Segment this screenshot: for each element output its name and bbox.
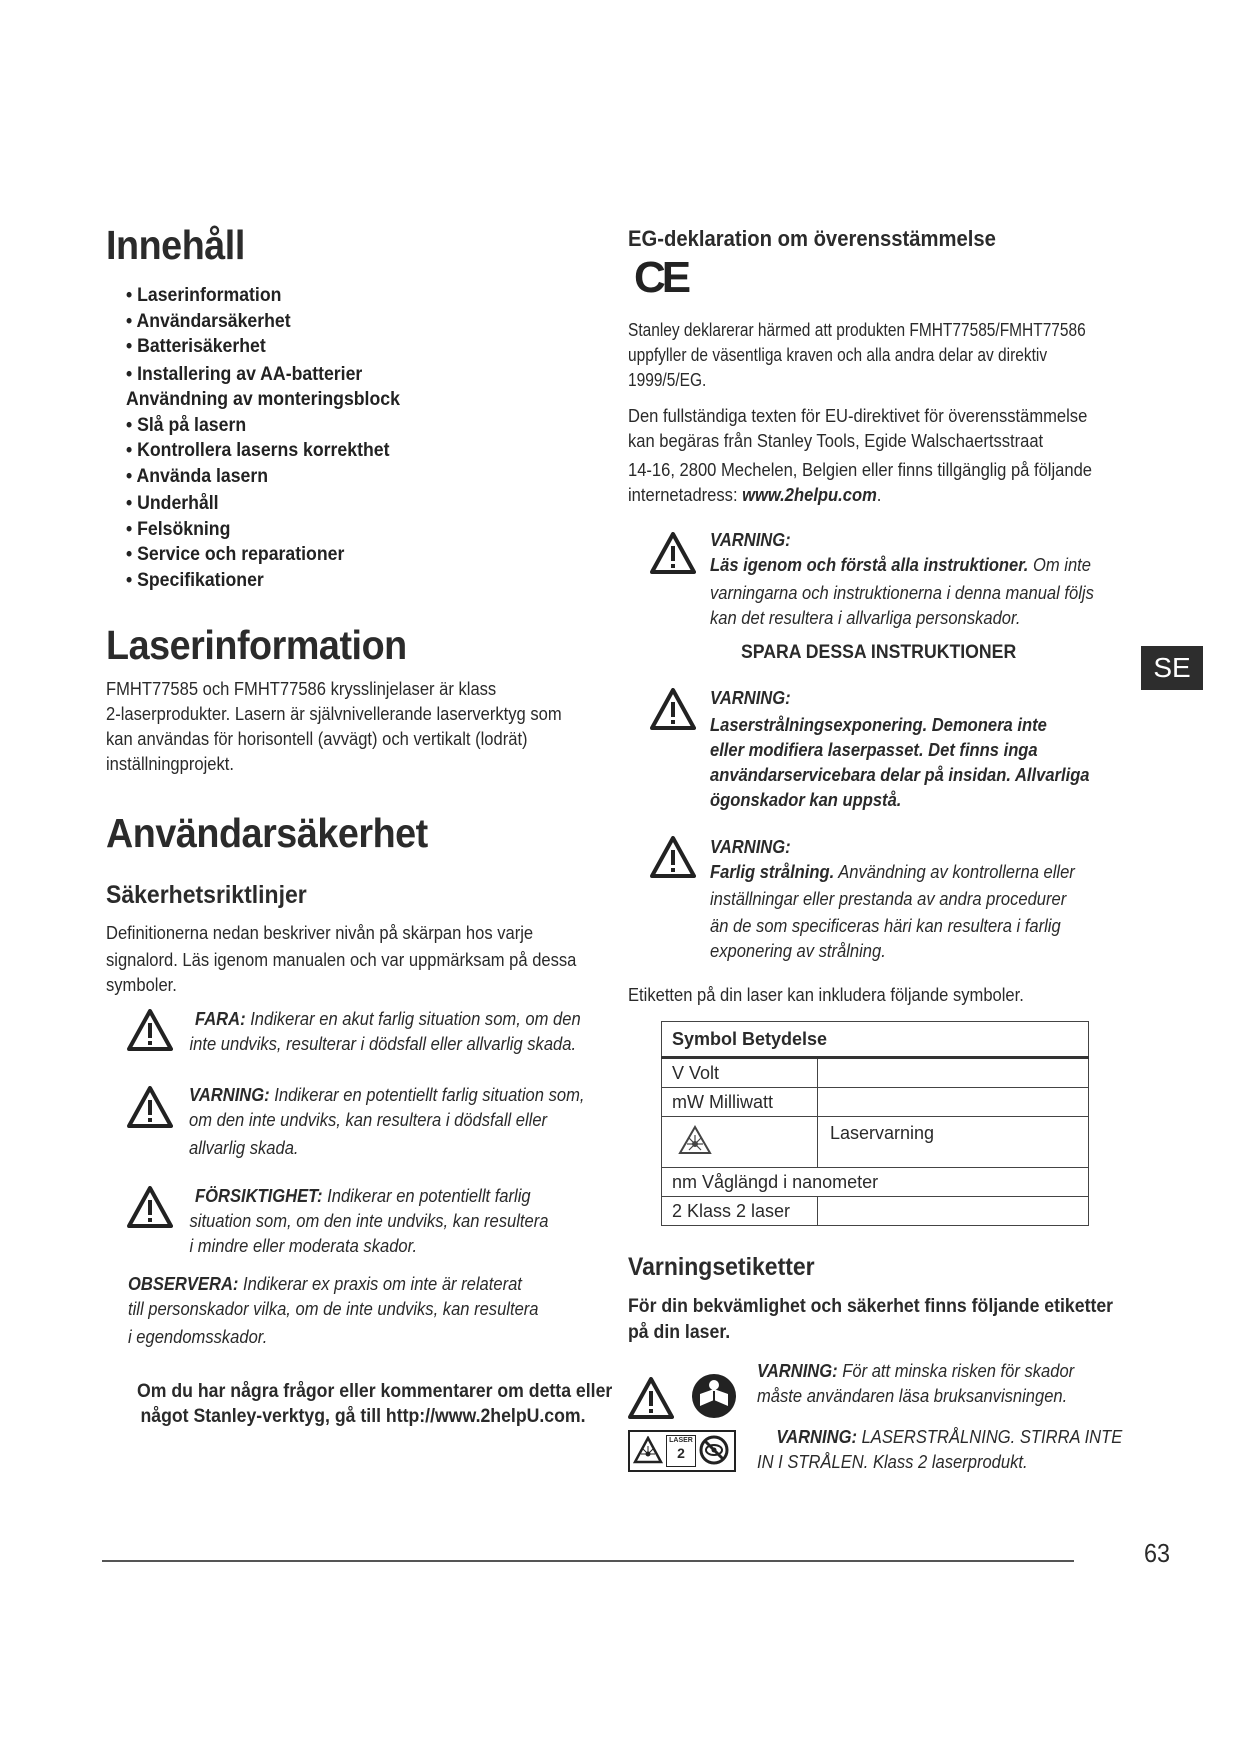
warning-instructions [710,528,1094,631]
language-tab: SE [1141,646,1203,690]
fara-text: inte undviks, resulterar i dödsfall eller allvarlig skada. [189,1034,577,1054]
table-row [662,1088,1089,1117]
declaration-text [628,318,1160,393]
warning-triangle-icon [650,688,696,730]
forsiktighet-label: FÖRSIKTIGHET: [195,1186,323,1206]
table-cell: 2 Klass 2 laser [662,1197,818,1226]
guidelines-text [106,921,617,998]
warning-text: ögonskador kan uppstå. [710,790,902,810]
warning-title: VARNING: [757,1361,838,1381]
laserinfo-line: inställningprojekt. [106,754,234,774]
laserinfo-line: FMHT77585 och FMHT77586 krysslinjelaser är klass [106,679,497,699]
warning-title: VARNING: [710,688,791,708]
labels-intro-text: på din laser. [628,1322,731,1343]
warning-triangle-icon [127,1086,173,1128]
laserinfo-text [106,677,601,777]
warning-text: Om inte [1028,555,1091,575]
table-of-contents [126,283,586,593]
full-text-line: 14-16, 2800 Mechelen, Belgien eller finns tillgänglig på följande [628,460,1092,480]
read-manual-icon [690,1372,738,1420]
warning-bold-text: Farlig strålning. [710,862,835,882]
toc-item: • Batterisäkerhet [126,336,266,357]
save-instructions: SPARA DESSA INSTRUKTIONER [741,642,1017,663]
forsiktighet-text: situation som, om den inte undviks, kan resultera [189,1211,549,1231]
table-row [662,1168,1089,1197]
table-cell [818,1088,1089,1117]
table-cell [662,1117,818,1168]
labels-intro-text: För din bekvämlighet och säkerhet finns följande etiketter [628,1296,1114,1317]
toc-item: • Använda lasern [126,465,269,487]
laser-hazard-icon [633,1436,663,1464]
warning-text: exponering av strålning. [710,941,886,961]
laserinfo-title: Laserinformation [106,622,407,668]
varning-text: allvarlig skada. [189,1138,299,1158]
table-row [662,1058,1089,1088]
label-read-manual [757,1359,1074,1409]
forsiktighet-definition [189,1184,549,1259]
toc-item: • Installering av AA-batterier [126,363,363,385]
toc-item: • Användarsäkerhet [126,310,291,332]
questions-note [120,1379,613,1429]
warning-text: För att minska risken för skador [837,1361,1075,1381]
laserinfo-line: 2-laserprodukter. Lasern är självnivellerande laserverktyg som [106,704,562,724]
full-text-info [628,404,1132,508]
web-address-line [628,483,1092,508]
guidelines-line: symboler. [106,975,177,995]
declaration-line: uppfyller de väsentliga kraven och alla andra delar av direktiv [628,345,1048,365]
ce-mark: CE [634,253,688,302]
fara-definition [189,1007,581,1057]
toc-item: • Slå på lasern [126,414,247,436]
warning-laser-exposure [710,686,1090,813]
warning-title: VARNING: [710,837,791,857]
table-cell: nm Våglängd i nanometer [662,1168,1089,1197]
table-row [662,1197,1089,1226]
laser-class-badge [666,1435,696,1467]
table-cell: Laservarning [818,1117,1089,1168]
symbol-table [661,1021,1089,1226]
web-prefix: internetadress: [628,485,743,505]
table-row [662,1117,1089,1168]
questions-text: Om du har några frågor eller kommentarer om detta eller [137,1381,613,1402]
observera-text: Indikerar ex praxis om inte är relaterat [238,1274,522,1294]
table-cell [818,1058,1089,1088]
contents-title: Innehåll [106,222,245,268]
warning-triangle-icon [650,836,696,878]
warning-text: varningarna och instruktionerna i denna manual följs [710,583,1094,603]
web-suffix: . [876,485,882,505]
warning-radiation [710,835,1075,964]
toc-item: • Service och reparationer [126,544,345,565]
label-laser-radiation [757,1425,1122,1475]
declaration-line: Stanley deklarerar härmed att produkten FMHT77585/FMHT77586 [628,320,1086,340]
observera-definition [128,1272,539,1350]
warning-text: kan det resultera i allvarliga personskador. [710,608,1021,628]
warning-triangle-icon [127,1009,173,1051]
warning-labels-title: Varningsetiketter [628,1253,815,1281]
observera-text: till personskador vilka, om de inte undviks, kan resultera [128,1299,539,1319]
toc-item: • Kontrollera laserns korrekthet [126,440,390,461]
left-column [106,222,626,269]
toc-item: • Felsökning [126,518,231,540]
laser-class-label [628,1430,736,1472]
user-safety-title: Användarsäkerhet [106,810,428,856]
toc-item: Användning av monteringsblock [126,389,400,410]
warning-triangle-icon [650,532,696,574]
fara-text: Indikerar en akut farlig situation som, om den [245,1009,581,1029]
varning-definition [189,1083,584,1161]
page-number: 63 [1144,1538,1171,1568]
web-link[interactable]: www.2helpu.com [742,485,877,505]
warning-text: Laserstrålningsexponering. Demonera inte [710,715,1047,735]
warning-text: eller modifiera laserpasset. Det finns inga [710,740,1038,760]
footer-rule [102,1560,1074,1562]
warning-text: användarservicebara delar på insidan. Allvarliga [710,765,1090,785]
warning-text: LASERSTRÅLNING. STIRRA INTE [856,1427,1123,1447]
table-header-row [662,1022,1089,1058]
warning-triangle-icon [127,1186,173,1228]
warning-text: än de som specificeras häri kan resultera i farlig [710,916,1061,936]
fara-label: FARA: [195,1009,246,1029]
varning-text: om den inte undviks, kan resultera i dödsfall eller [189,1110,548,1130]
label-intro: Etiketten på din laser kan inkludera följande symboler. [628,985,1024,1005]
toc-item: • Underhåll [126,493,219,514]
guidelines-line: signalord. Läs igenom manualen och var uppmärksam på dessa [106,950,577,970]
forsiktighet-text: Indikerar en potentiellt farlig [322,1186,531,1206]
varning-text: Indikerar en potentiellt farlig situation som, [269,1085,585,1105]
guidelines-title: Säkerhetsriktlinjer [106,881,307,909]
table-cell: V Volt [662,1058,818,1088]
warning-text: Användning av kontrollerna eller [834,862,1075,882]
laser-badge-text: LASER [669,1437,693,1444]
full-text-line: Den fullständiga texten för EU-direktivet för överensstämmelse [628,406,1088,426]
warning-text: inställningar eller prestanda av andra procedurer [710,889,1067,909]
laser-badge-number: 2 [677,1445,685,1461]
no-stare-icon [698,1434,730,1466]
warning-triangle-icon [628,1377,674,1419]
toc-item: • Laserinformation [126,285,282,306]
full-text-line: kan begäras från Stanley Tools, Egide Walschaertsstraat [628,431,1044,451]
warning-text: IN I STRÅLEN. Klass 2 laserprodukt. [757,1452,1028,1472]
observera-text: i egendomsskador. [128,1327,268,1347]
eg-declaration-title: EG-deklaration om överensstämmelse [628,226,996,251]
questions-text: något Stanley-verktyg, gå till http://www.2helpU.com. [140,1406,586,1427]
warning-bold-text: Läs igenom och förstå alla instruktioner. [710,555,1029,575]
forsiktighet-text: i mindre eller moderata skador. [189,1236,418,1256]
varning-label: VARNING: [189,1085,270,1105]
laser-warning-icon [678,1125,712,1155]
warning-title: VARNING: [776,1427,857,1447]
table-cell: mW Milliwatt [662,1088,818,1117]
guidelines-line: Definitionerna nedan beskriver nivån på skärpan hos varje [106,923,534,943]
warning-labels-intro [628,1294,1150,1346]
warning-title: VARNING: [710,530,791,550]
laserinfo-line: kan användas för horisontell (avvägt) och vertikalt (lodrät) [106,729,528,749]
table-header: Symbol Betydelse [662,1022,1089,1058]
declaration-line: 1999/5/EG. [628,370,707,390]
warning-text: måste användaren läsa bruksanvisningen. [757,1386,1068,1406]
toc-item: • Specifikationer [126,569,264,591]
table-cell [818,1197,1089,1226]
observera-label: OBSERVERA: [128,1274,239,1294]
